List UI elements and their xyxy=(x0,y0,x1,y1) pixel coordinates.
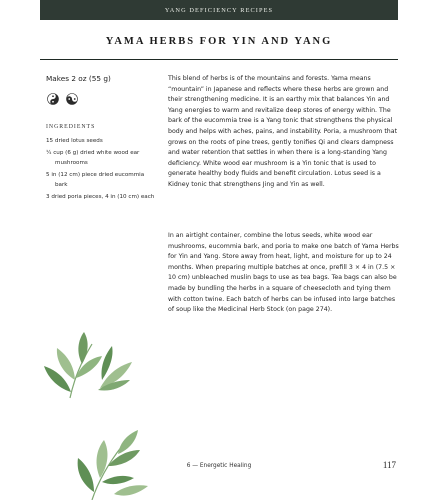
yin-yang-icon xyxy=(66,93,78,105)
chapter-label: 6 — Energetic Healing xyxy=(186,463,252,469)
recipe-yield: Makes 2 oz (55 g) xyxy=(46,74,111,83)
header-band-text: YANG DEFICIENCY RECIPES xyxy=(164,6,274,14)
ingredient-item: 5 in (12 cm) piece dried eucommia bark xyxy=(46,171,145,188)
title-divider xyxy=(40,59,398,60)
ingredient-item: ¼ cup (6 g) dried white wood ear mushrooms xyxy=(46,149,140,166)
yin-yang-icon xyxy=(47,93,59,105)
ingredients-heading: INGREDIENTS xyxy=(46,124,96,130)
ingredient-item: 15 dried lotus seeds xyxy=(46,138,103,144)
header-band xyxy=(40,0,398,20)
ingredient-item: 3 dried poria pieces, 4 in (10 cm) each xyxy=(46,193,155,200)
ingredients-list xyxy=(46,136,156,203)
leaf-sprig-illustration xyxy=(40,330,135,400)
instructions-paragraph: In an airtight container, combine the lotus seeds, white wood ear mushrooms, eucommia bark, and poria to make one batch of Yama Herbs for Yin and Yang. Store away from heat, light, and moisture for up to 24 months. When preparing multiple batches at once, prefill 3 × 4 in (7.5 × 10 cm) unbleached muslin bags to use as tea bags. Tea bags can also be made by bundling the herbs in a square of cheesecloth and tying them with cotton twine. Each batch of herbs can be infused into large batches of soup like the Medicinal Herb Stock (on page 274). xyxy=(168,232,399,314)
intro-paragraph: This blend of herbs is of the mountains and forests. Yama means “mountain” in Japanese and reflects where these herbs are grown and their strengthening medicine. It is an earthy mix that balances Yin and Yang energies to warm and revitalize deep stores of energy within. The bark of the eucommia tree is a Yang tonic that strengthens the physical body and helps with aches, pains, and instability. Poria, a mushroom that grows on the roots of pine trees, gently tonifies Qi and clears dampness and water retention that settles in when there is a long-standing Yang deficiency. White wood ear mushroom is a Yin tonic that is used to generate healthy body fluids and benefit circulation. Lotus seed is a Kidney tonic that strengthens Jing and Yin as well. xyxy=(168,75,398,188)
recipe-title: YAMA HERBS FOR YIN AND YANG xyxy=(105,36,333,47)
page-number: 117 xyxy=(382,460,396,470)
